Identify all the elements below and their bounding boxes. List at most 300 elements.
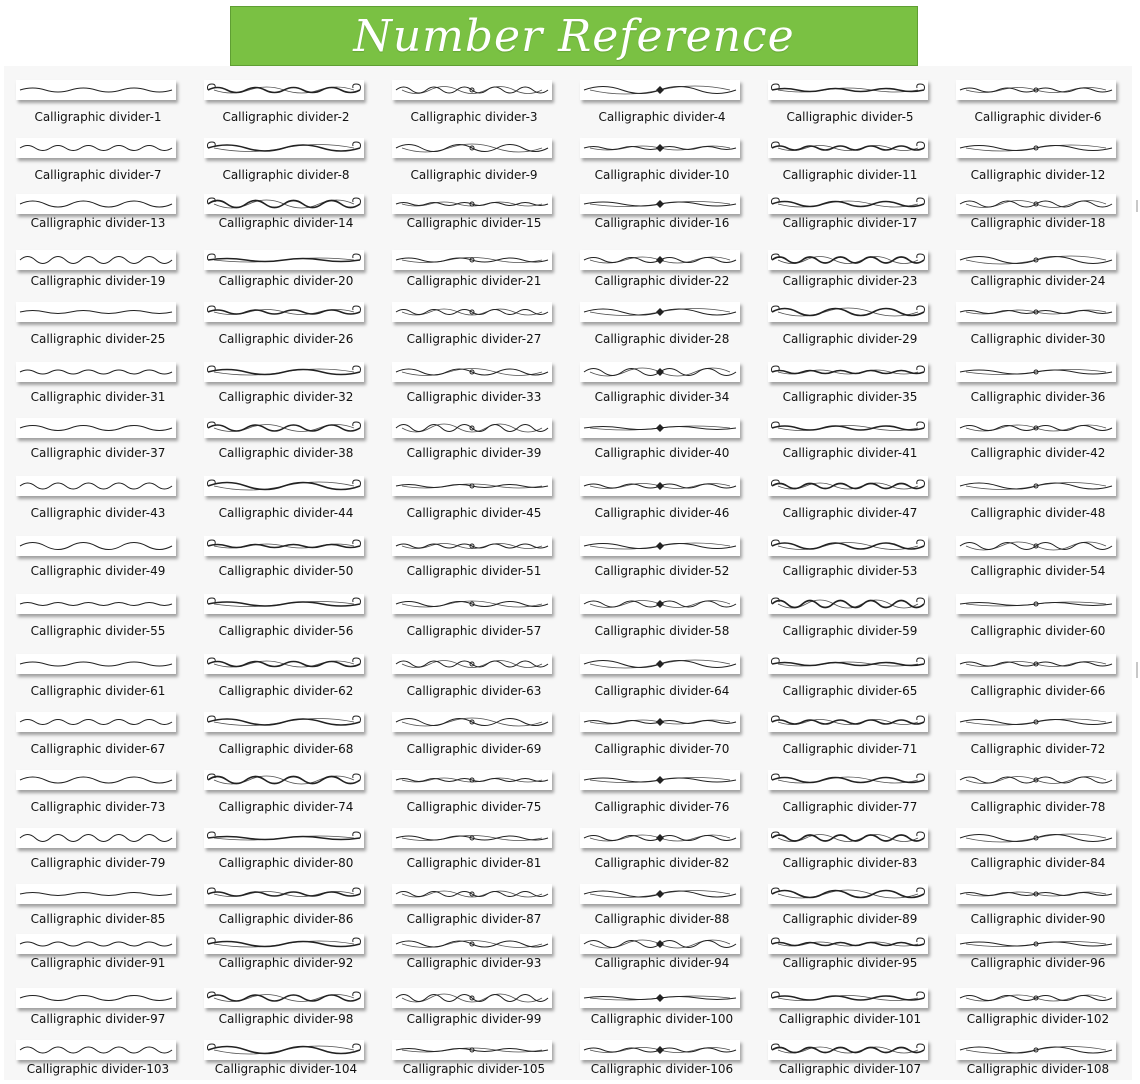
- calligraphic-divider-icon: [16, 884, 176, 904]
- divider-caption: Calligraphic divider-73: [30, 800, 166, 814]
- divider-flourish: [204, 476, 364, 496]
- divider-flourish: [580, 194, 740, 214]
- divider-flourish: [16, 828, 176, 848]
- divider-caption: Calligraphic divider-53: [782, 564, 918, 578]
- divider-flourish: [956, 362, 1116, 382]
- divider-flourish: [580, 654, 740, 674]
- calligraphic-divider-icon: [16, 80, 176, 100]
- calligraphic-divider-icon: [580, 988, 740, 1008]
- divider-flourish: [768, 138, 928, 158]
- divider-flourish: [768, 770, 928, 790]
- divider-flourish: [16, 712, 176, 732]
- divider-caption: Calligraphic divider-30: [970, 332, 1106, 346]
- divider-flourish: [16, 934, 176, 954]
- divider-flourish: [956, 476, 1116, 496]
- calligraphic-divider-icon: [768, 988, 928, 1008]
- divider-flourish: [768, 194, 928, 214]
- calligraphic-divider-icon: [956, 770, 1116, 790]
- divider-caption: Calligraphic divider-39: [406, 446, 542, 460]
- divider-flourish: [956, 712, 1116, 732]
- divider-caption: Calligraphic divider-67: [30, 742, 166, 756]
- calligraphic-divider-icon: [204, 418, 364, 438]
- calligraphic-divider-icon: [768, 138, 928, 158]
- divider-flourish: [16, 418, 176, 438]
- divider-flourish: [956, 594, 1116, 614]
- calligraphic-divider-icon: [16, 770, 176, 790]
- divider-flourish: [16, 80, 176, 100]
- calligraphic-divider-icon: [392, 138, 552, 158]
- calligraphic-divider-icon: [392, 418, 552, 438]
- divider-caption: Calligraphic divider-40: [594, 446, 730, 460]
- divider-caption: Calligraphic divider-8: [222, 168, 350, 182]
- divider-caption: Calligraphic divider-92: [218, 956, 354, 970]
- divider-caption: Calligraphic divider-34: [594, 390, 730, 404]
- divider-flourish: [392, 988, 552, 1008]
- divider-caption: Calligraphic divider-74: [218, 800, 354, 814]
- divider-flourish: [392, 250, 552, 270]
- divider-flourish: [956, 250, 1116, 270]
- divider-caption: Calligraphic divider-99: [406, 1012, 542, 1026]
- calligraphic-divider-icon: [580, 194, 740, 214]
- divider-flourish: [204, 536, 364, 556]
- calligraphic-divider-icon: [768, 828, 928, 848]
- divider-flourish: [768, 988, 928, 1008]
- divider-flourish: [580, 712, 740, 732]
- calligraphic-divider-icon: [392, 536, 552, 556]
- divider-caption: Calligraphic divider-42: [970, 446, 1106, 460]
- divider-flourish: [580, 988, 740, 1008]
- calligraphic-divider-icon: [392, 476, 552, 496]
- divider-flourish: [204, 828, 364, 848]
- divider-caption: Calligraphic divider-85: [30, 912, 166, 926]
- divider-flourish: [392, 302, 552, 322]
- divider-caption: Calligraphic divider-12: [970, 168, 1106, 182]
- calligraphic-divider-icon: [580, 934, 740, 954]
- calligraphic-divider-icon: [204, 80, 364, 100]
- divider-caption: Calligraphic divider-97: [30, 1012, 166, 1026]
- divider-caption: Calligraphic divider-105: [402, 1062, 546, 1076]
- divider-caption: Calligraphic divider-58: [594, 624, 730, 638]
- calligraphic-divider-icon: [204, 594, 364, 614]
- divider-flourish: [16, 476, 176, 496]
- calligraphic-divider-icon: [956, 884, 1116, 904]
- divider-flourish: [392, 536, 552, 556]
- calligraphic-divider-icon: [956, 418, 1116, 438]
- divider-flourish: [204, 884, 364, 904]
- calligraphic-divider-icon: [204, 654, 364, 674]
- calligraphic-divider-icon: [580, 654, 740, 674]
- divider-flourish: [204, 250, 364, 270]
- divider-caption: Calligraphic divider-26: [218, 332, 354, 346]
- divider-flourish: [392, 80, 552, 100]
- divider-caption: Calligraphic divider-87: [406, 912, 542, 926]
- calligraphic-divider-icon: [768, 1040, 928, 1060]
- divider-flourish: [16, 138, 176, 158]
- divider-flourish: [956, 138, 1116, 158]
- divider-caption: Calligraphic divider-84: [970, 856, 1106, 870]
- divider-flourish: [392, 712, 552, 732]
- calligraphic-divider-icon: [16, 418, 176, 438]
- divider-flourish: [580, 1040, 740, 1060]
- divider-caption: Calligraphic divider-63: [406, 684, 542, 698]
- divider-flourish: [956, 654, 1116, 674]
- divider-caption: Calligraphic divider-61: [30, 684, 166, 698]
- divider-flourish: [768, 884, 928, 904]
- divider-flourish: [16, 770, 176, 790]
- divider-flourish: [204, 80, 364, 100]
- divider-flourish: [580, 418, 740, 438]
- divider-flourish: [16, 250, 176, 270]
- divider-flourish: [204, 138, 364, 158]
- divider-caption: Calligraphic divider-28: [594, 332, 730, 346]
- calligraphic-divider-icon: [956, 934, 1116, 954]
- divider-caption: Calligraphic divider-81: [406, 856, 542, 870]
- divider-caption: Calligraphic divider-69: [406, 742, 542, 756]
- calligraphic-divider-icon: [768, 194, 928, 214]
- divider-caption: Calligraphic divider-16: [594, 216, 730, 230]
- calligraphic-divider-icon: [204, 770, 364, 790]
- divider-caption: Calligraphic divider-22: [594, 274, 730, 288]
- calligraphic-divider-icon: [956, 80, 1116, 100]
- divider-flourish: [392, 1040, 552, 1060]
- divider-flourish: [956, 828, 1116, 848]
- divider-caption: Calligraphic divider-14: [218, 216, 354, 230]
- calligraphic-divider-icon: [16, 594, 176, 614]
- divider-flourish: [580, 250, 740, 270]
- calligraphic-divider-icon: [204, 988, 364, 1008]
- divider-flourish: [392, 884, 552, 904]
- divider-caption: Calligraphic divider-80: [218, 856, 354, 870]
- calligraphic-divider-icon: [16, 302, 176, 322]
- calligraphic-divider-icon: [16, 362, 176, 382]
- calligraphic-divider-icon: [956, 828, 1116, 848]
- divider-caption: Calligraphic divider-41: [782, 446, 918, 460]
- divider-flourish: [16, 884, 176, 904]
- divider-caption: Calligraphic divider-64: [594, 684, 730, 698]
- calligraphic-divider-icon: [580, 418, 740, 438]
- divider-flourish: [768, 828, 928, 848]
- divider-caption: Calligraphic divider-108: [966, 1062, 1110, 1076]
- calligraphic-divider-icon: [580, 250, 740, 270]
- divider-flourish: [580, 828, 740, 848]
- calligraphic-divider-icon: [392, 80, 552, 100]
- divider-caption: Calligraphic divider-89: [782, 912, 918, 926]
- divider-caption: Calligraphic divider-27: [406, 332, 542, 346]
- calligraphic-divider-icon: [204, 884, 364, 904]
- calligraphic-divider-icon: [392, 884, 552, 904]
- divider-flourish: [16, 362, 176, 382]
- divider-flourish: [204, 934, 364, 954]
- divider-caption: Calligraphic divider-51: [406, 564, 542, 578]
- calligraphic-divider-icon: [204, 476, 364, 496]
- calligraphic-divider-icon: [580, 536, 740, 556]
- calligraphic-divider-icon: [16, 1040, 176, 1060]
- divider-flourish: [956, 884, 1116, 904]
- calligraphic-divider-icon: [392, 302, 552, 322]
- divider-flourish: [768, 1040, 928, 1060]
- divider-flourish: [768, 654, 928, 674]
- calligraphic-divider-icon: [16, 194, 176, 214]
- divider-flourish: [580, 80, 740, 100]
- divider-caption: Calligraphic divider-56: [218, 624, 354, 638]
- calligraphic-divider-icon: [956, 250, 1116, 270]
- divider-caption: Calligraphic divider-24: [970, 274, 1106, 288]
- calligraphic-divider-icon: [956, 138, 1116, 158]
- divider-caption: Calligraphic divider-98: [218, 1012, 354, 1026]
- divider-flourish: [204, 302, 364, 322]
- title-banner: [230, 6, 918, 66]
- divider-caption: Calligraphic divider-47: [782, 506, 918, 520]
- divider-caption: Calligraphic divider-38: [218, 446, 354, 460]
- divider-caption: Calligraphic divider-46: [594, 506, 730, 520]
- calligraphic-divider-icon: [580, 712, 740, 732]
- divider-caption: Calligraphic divider-9: [410, 168, 538, 182]
- calligraphic-divider-icon: [768, 654, 928, 674]
- divider-flourish: [392, 934, 552, 954]
- calligraphic-divider-icon: [204, 1040, 364, 1060]
- divider-caption: Calligraphic divider-65: [782, 684, 918, 698]
- divider-caption: Calligraphic divider-13: [30, 216, 166, 230]
- divider-flourish: [580, 934, 740, 954]
- divider-caption: Calligraphic divider-21: [406, 274, 542, 288]
- divider-caption: Calligraphic divider-66: [970, 684, 1106, 698]
- calligraphic-divider-icon: [768, 362, 928, 382]
- divider-caption: Calligraphic divider-96: [970, 956, 1106, 970]
- divider-flourish: [768, 934, 928, 954]
- divider-caption: Calligraphic divider-43: [30, 506, 166, 520]
- calligraphic-divider-icon: [16, 654, 176, 674]
- calligraphic-divider-icon: [16, 828, 176, 848]
- divider-caption: Calligraphic divider-107: [778, 1062, 922, 1076]
- divider-caption: Calligraphic divider-102: [966, 1012, 1110, 1026]
- divider-caption: Calligraphic divider-75: [406, 800, 542, 814]
- divider-caption: Calligraphic divider-52: [594, 564, 730, 578]
- calligraphic-divider-icon: [392, 828, 552, 848]
- divider-flourish: [768, 250, 928, 270]
- divider-caption: Calligraphic divider-103: [26, 1062, 170, 1076]
- calligraphic-divider-icon: [768, 594, 928, 614]
- divider-caption: Calligraphic divider-100: [590, 1012, 734, 1026]
- calligraphic-divider-icon: [768, 80, 928, 100]
- divider-flourish: [16, 988, 176, 1008]
- divider-caption: Calligraphic divider-76: [594, 800, 730, 814]
- divider-flourish: [204, 1040, 364, 1060]
- divider-flourish: [204, 770, 364, 790]
- divider-caption: Calligraphic divider-94: [594, 956, 730, 970]
- calligraphic-divider-icon: [580, 80, 740, 100]
- divider-caption: Calligraphic divider-104: [214, 1062, 358, 1076]
- divider-flourish: [768, 476, 928, 496]
- divider-flourish: [956, 302, 1116, 322]
- calligraphic-divider-icon: [392, 934, 552, 954]
- calligraphic-divider-icon: [580, 884, 740, 904]
- divider-caption: Calligraphic divider-19: [30, 274, 166, 288]
- divider-caption: Calligraphic divider-90: [970, 912, 1106, 926]
- divider-caption: Calligraphic divider-7: [34, 168, 162, 182]
- calligraphic-divider-icon: [956, 536, 1116, 556]
- divider-flourish: [16, 654, 176, 674]
- divider-flourish: [956, 536, 1116, 556]
- divider-flourish: [204, 988, 364, 1008]
- right-edge: [1134, 66, 1140, 1084]
- calligraphic-divider-icon: [392, 194, 552, 214]
- divider-caption: Calligraphic divider-15: [406, 216, 542, 230]
- calligraphic-divider-icon: [204, 712, 364, 732]
- divider-flourish: [580, 302, 740, 322]
- divider-flourish: [580, 476, 740, 496]
- divider-flourish: [768, 80, 928, 100]
- divider-caption: Calligraphic divider-101: [778, 1012, 922, 1026]
- edge-tick: [1136, 662, 1138, 678]
- divider-caption: Calligraphic divider-82: [594, 856, 730, 870]
- calligraphic-divider-icon: [768, 250, 928, 270]
- divider-flourish: [956, 934, 1116, 954]
- divider-caption: Calligraphic divider-68: [218, 742, 354, 756]
- divider-flourish: [204, 712, 364, 732]
- divider-caption: Calligraphic divider-57: [406, 624, 542, 638]
- divider-flourish: [956, 770, 1116, 790]
- divider-flourish: [392, 418, 552, 438]
- calligraphic-divider-icon: [16, 476, 176, 496]
- divider-flourish: [16, 1040, 176, 1060]
- divider-caption: Calligraphic divider-106: [590, 1062, 734, 1076]
- divider-flourish: [956, 80, 1116, 100]
- divider-flourish: [580, 770, 740, 790]
- divider-caption: Calligraphic divider-5: [786, 110, 914, 124]
- divider-caption: Calligraphic divider-18: [970, 216, 1106, 230]
- calligraphic-divider-icon: [768, 770, 928, 790]
- divider-flourish: [204, 362, 364, 382]
- divider-flourish: [768, 594, 928, 614]
- calligraphic-divider-icon: [956, 302, 1116, 322]
- divider-flourish: [16, 194, 176, 214]
- divider-caption: Calligraphic divider-71: [782, 742, 918, 756]
- calligraphic-divider-icon: [204, 828, 364, 848]
- divider-caption: Calligraphic divider-20: [218, 274, 354, 288]
- calligraphic-divider-icon: [956, 654, 1116, 674]
- calligraphic-divider-icon: [768, 712, 928, 732]
- divider-caption: Calligraphic divider-6: [974, 110, 1102, 124]
- divider-caption: Calligraphic divider-11: [782, 168, 918, 182]
- calligraphic-divider-icon: [392, 654, 552, 674]
- divider-caption: Calligraphic divider-91: [30, 956, 166, 970]
- calligraphic-divider-icon: [580, 476, 740, 496]
- calligraphic-divider-icon: [204, 302, 364, 322]
- divider-caption: Calligraphic divider-78: [970, 800, 1106, 814]
- calligraphic-divider-icon: [768, 536, 928, 556]
- calligraphic-divider-icon: [580, 302, 740, 322]
- divider-caption: Calligraphic divider-72: [970, 742, 1106, 756]
- calligraphic-divider-icon: [956, 194, 1116, 214]
- calligraphic-divider-icon: [16, 712, 176, 732]
- calligraphic-divider-icon: [580, 770, 740, 790]
- divider-caption: Calligraphic divider-77: [782, 800, 918, 814]
- divider-caption: Calligraphic divider-93: [406, 956, 542, 970]
- calligraphic-divider-icon: [392, 988, 552, 1008]
- divider-caption: Calligraphic divider-50: [218, 564, 354, 578]
- divider-caption: Calligraphic divider-4: [598, 110, 726, 124]
- divider-caption: Calligraphic divider-33: [406, 390, 542, 404]
- divider-flourish: [580, 536, 740, 556]
- divider-flourish: [392, 770, 552, 790]
- divider-grid: [4, 66, 1132, 1080]
- divider-caption: Calligraphic divider-25: [30, 332, 166, 346]
- divider-caption: Calligraphic divider-17: [782, 216, 918, 230]
- calligraphic-divider-icon: [392, 1040, 552, 1060]
- divider-flourish: [768, 362, 928, 382]
- divider-flourish: [392, 138, 552, 158]
- calligraphic-divider-icon: [580, 828, 740, 848]
- calligraphic-divider-icon: [580, 594, 740, 614]
- divider-flourish: [392, 194, 552, 214]
- calligraphic-divider-icon: [204, 362, 364, 382]
- divider-caption: Calligraphic divider-54: [970, 564, 1106, 578]
- divider-flourish: [580, 362, 740, 382]
- calligraphic-divider-icon: [956, 594, 1116, 614]
- divider-caption: Calligraphic divider-70: [594, 742, 730, 756]
- divider-caption: Calligraphic divider-60: [970, 624, 1106, 638]
- divider-flourish: [956, 1040, 1116, 1060]
- divider-caption: Calligraphic divider-3: [410, 110, 538, 124]
- divider-caption: Calligraphic divider-23: [782, 274, 918, 288]
- divider-caption: Calligraphic divider-29: [782, 332, 918, 346]
- calligraphic-divider-icon: [768, 476, 928, 496]
- calligraphic-divider-icon: [956, 362, 1116, 382]
- calligraphic-divider-icon: [768, 934, 928, 954]
- divider-caption: Calligraphic divider-32: [218, 390, 354, 404]
- divider-caption: Calligraphic divider-48: [970, 506, 1106, 520]
- calligraphic-divider-icon: [204, 250, 364, 270]
- divider-caption: Calligraphic divider-62: [218, 684, 354, 698]
- divider-flourish: [580, 884, 740, 904]
- divider-caption: Calligraphic divider-44: [218, 506, 354, 520]
- divider-flourish: [580, 138, 740, 158]
- divider-caption: Calligraphic divider-49: [30, 564, 166, 578]
- calligraphic-divider-icon: [392, 770, 552, 790]
- divider-flourish: [956, 194, 1116, 214]
- divider-flourish: [392, 654, 552, 674]
- calligraphic-divider-icon: [580, 138, 740, 158]
- divider-flourish: [392, 362, 552, 382]
- calligraphic-divider-icon: [768, 302, 928, 322]
- calligraphic-divider-icon: [16, 138, 176, 158]
- divider-flourish: [768, 712, 928, 732]
- divider-caption: Calligraphic divider-88: [594, 912, 730, 926]
- divider-flourish: [16, 302, 176, 322]
- calligraphic-divider-icon: [16, 536, 176, 556]
- divider-caption: Calligraphic divider-31: [30, 390, 166, 404]
- divider-flourish: [392, 476, 552, 496]
- divider-caption: Calligraphic divider-95: [782, 956, 918, 970]
- edge-tick: [1136, 200, 1138, 212]
- divider-flourish: [16, 536, 176, 556]
- divider-flourish: [392, 828, 552, 848]
- calligraphic-divider-icon: [392, 594, 552, 614]
- calligraphic-divider-icon: [956, 1040, 1116, 1060]
- divider-caption: Calligraphic divider-36: [970, 390, 1106, 404]
- divider-caption: Calligraphic divider-79: [30, 856, 166, 870]
- calligraphic-divider-icon: [580, 362, 740, 382]
- divider-flourish: [204, 194, 364, 214]
- divider-caption: Calligraphic divider-1: [34, 110, 162, 124]
- divider-flourish: [16, 594, 176, 614]
- divider-flourish: [204, 594, 364, 614]
- page-title: Number Reference: [353, 10, 795, 62]
- calligraphic-divider-icon: [392, 712, 552, 732]
- divider-flourish: [204, 654, 364, 674]
- calligraphic-divider-icon: [956, 476, 1116, 496]
- calligraphic-divider-icon: [392, 362, 552, 382]
